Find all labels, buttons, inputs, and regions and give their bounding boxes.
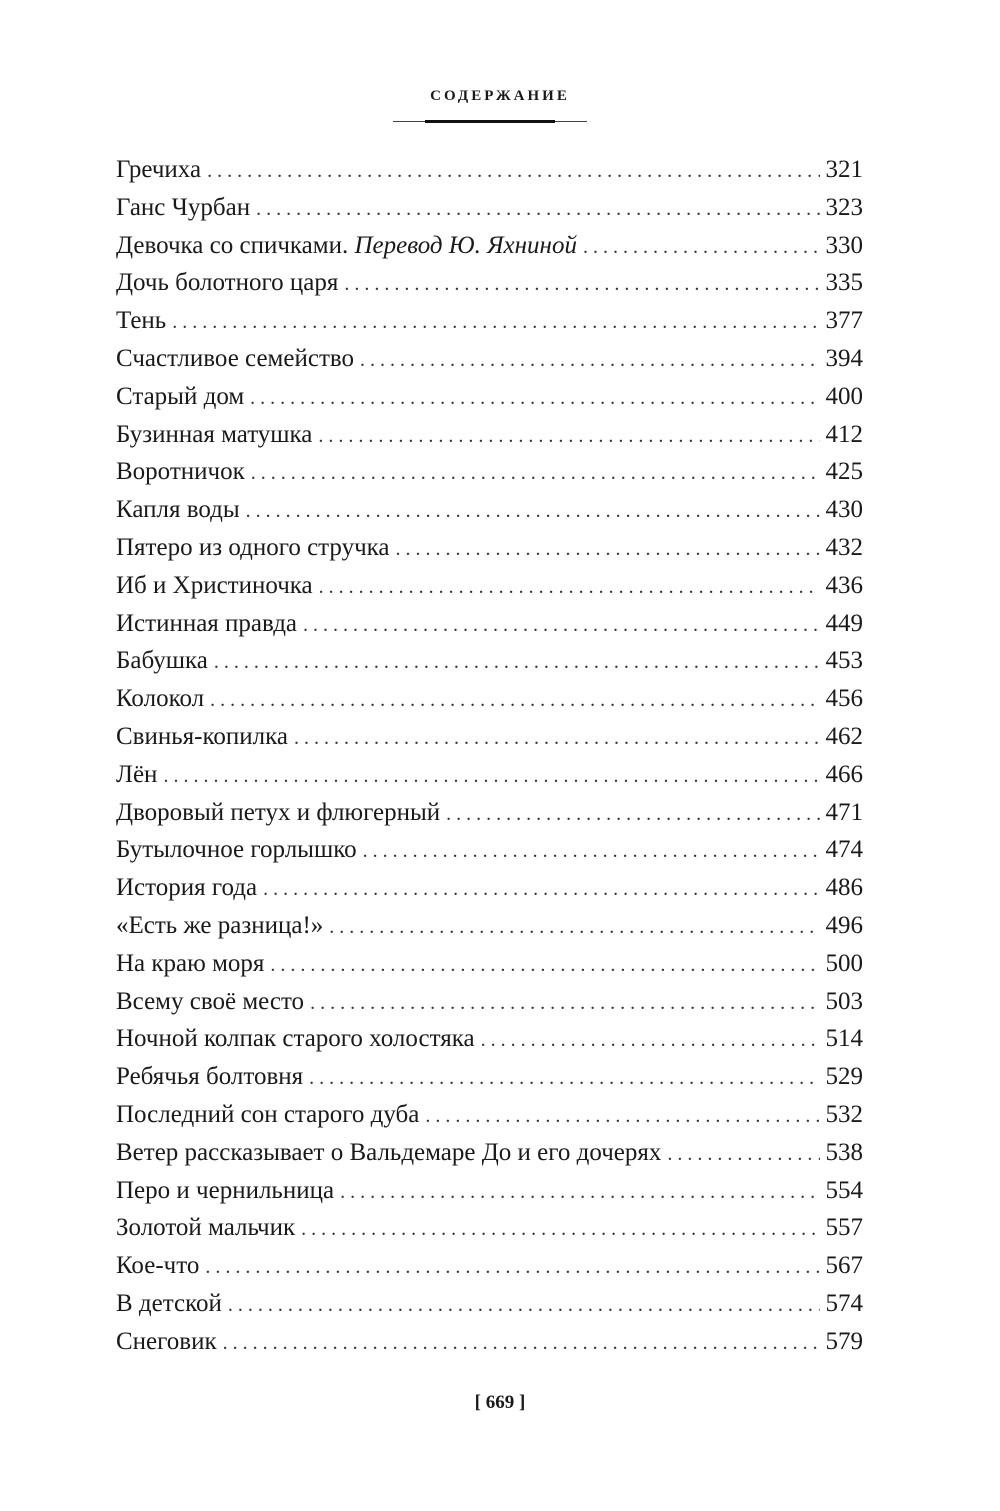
- toc-entry-page: 453: [825, 647, 863, 675]
- toc-entry-page: 500: [825, 949, 863, 977]
- toc-entry-page: 486: [825, 874, 863, 902]
- toc-entry-title-text: Всему своё место: [116, 987, 305, 1015]
- toc-dot-leader: [446, 796, 819, 834]
- toc-entry-title-text: Снеговик: [116, 1327, 217, 1355]
- toc-dot-leader: [207, 153, 819, 191]
- header-rule-accent: [425, 120, 555, 123]
- toc-entry-title-text: В детской: [116, 1289, 222, 1317]
- toc-dot-leader: [344, 266, 819, 304]
- toc-entry-title: [116, 718, 294, 756]
- toc-entry-page: 377: [825, 307, 863, 335]
- toc-entry-title-text: Бутылочное горлышко: [116, 836, 357, 864]
- toc-entry-title: [116, 491, 246, 529]
- toc-entry[interactable]: [116, 1096, 863, 1134]
- toc-entry[interactable]: [116, 1247, 863, 1285]
- toc-entry[interactable]: [116, 983, 863, 1021]
- toc-entry-page: 430: [825, 496, 863, 524]
- page-number: [ 669 ]: [474, 1392, 526, 1413]
- toc-entry-title: [116, 1323, 223, 1361]
- toc-dot-leader: [481, 1022, 820, 1060]
- toc-dot-leader: [301, 1211, 819, 1249]
- toc-dot-leader: [172, 304, 819, 342]
- toc-entry-title: [116, 302, 172, 340]
- toc-entry-title-text: Перо и чернильница: [116, 1176, 335, 1204]
- toc-entry[interactable]: [116, 491, 863, 529]
- toc-dot-leader: [251, 455, 820, 493]
- toc-entry-title-text: Ганс Чурбан: [116, 193, 251, 221]
- toc-dot-leader: [310, 985, 819, 1023]
- toc-dot-leader: [246, 493, 820, 531]
- toc-entry-title: [116, 1134, 667, 1172]
- toc-dot-leader: [318, 418, 819, 456]
- toc-entry-page: 567: [825, 1252, 863, 1280]
- toc-entry-title: [116, 642, 214, 680]
- toc-entry-page: 503: [825, 987, 863, 1015]
- toc-entry-title: [116, 1172, 340, 1210]
- toc-entry-title-text: Ветер рассказывает о Вальдемаре До и его дочерях: [116, 1138, 662, 1166]
- toc-dot-leader: [360, 342, 819, 380]
- toc-entry-page: 432: [825, 533, 863, 561]
- toc-entry-page: 496: [825, 911, 863, 939]
- toc-entry-page: 574: [825, 1289, 863, 1317]
- toc-entry-title: [116, 453, 251, 491]
- toc-entry-title-text: Кое-что: [116, 1252, 200, 1280]
- toc-entry-title: [116, 869, 263, 907]
- toc-entry-page: 335: [825, 269, 863, 297]
- toc-entry[interactable]: [116, 227, 863, 265]
- toc-entry-title: [116, 756, 163, 794]
- toc-entry-page: 412: [825, 420, 863, 448]
- toc-entry-page: 474: [825, 836, 863, 864]
- toc-entry[interactable]: [116, 416, 863, 454]
- toc-entry-title: [116, 605, 303, 643]
- toc-dot-leader: [329, 909, 819, 947]
- toc-entry-page: 466: [825, 760, 863, 788]
- toc-entry-title: [116, 907, 329, 945]
- toc-entry-title-text: Ночной колпак старого холостяка: [116, 1025, 475, 1053]
- toc-entry[interactable]: [116, 302, 863, 340]
- toc-dot-leader: [309, 1060, 819, 1098]
- toc-dot-leader: [210, 682, 819, 720]
- toc-entry-page: 532: [825, 1100, 863, 1128]
- toc-entry[interactable]: [116, 1020, 863, 1058]
- toc-dot-leader: [363, 833, 820, 871]
- toc-entry-title-text: Тень: [116, 307, 167, 335]
- toc-entry-translator: Перевод Ю. Яхниной: [354, 231, 577, 259]
- toc-entry-title: [116, 1209, 301, 1247]
- toc-entry[interactable]: [116, 1172, 863, 1210]
- toc-dot-leader: [205, 1249, 819, 1287]
- toc-entry[interactable]: [116, 945, 863, 983]
- toc-entry-page: 471: [825, 798, 863, 826]
- toc-entry[interactable]: [116, 831, 863, 869]
- toc-entry-title-text: Воротничок: [116, 458, 245, 486]
- toc-entry-page: 514: [825, 1025, 863, 1053]
- toc-entry[interactable]: [116, 264, 863, 302]
- toc-dot-leader: [270, 947, 819, 985]
- toc-entry-title-text: История года: [116, 874, 258, 902]
- toc-entry-page: 330: [825, 231, 863, 259]
- toc-entry[interactable]: [116, 718, 863, 756]
- toc-entry-title-text: Дочь болотного царя: [116, 269, 339, 297]
- toc-entry[interactable]: [116, 567, 863, 605]
- toc-entry-page: 436: [825, 571, 863, 599]
- toc-entry[interactable]: [116, 151, 863, 189]
- toc-entry-title: [116, 227, 583, 265]
- toc-entry-title-text: Лён: [116, 760, 158, 788]
- toc-entry-title-text: Капля воды: [116, 496, 240, 524]
- toc-entry[interactable]: [116, 756, 863, 794]
- toc-entry-title-text: Девочка со спичками.: [116, 231, 355, 259]
- toc-dot-leader: [583, 229, 820, 267]
- toc-entry-page: 456: [825, 685, 863, 713]
- toc-entry-page: 323: [825, 193, 863, 221]
- toc-entry-title: [116, 1247, 205, 1285]
- toc-entry-title: [116, 340, 360, 378]
- toc-dot-leader: [319, 569, 820, 607]
- toc-entry-title-text: Свинья-копилка: [116, 722, 288, 750]
- toc-entry[interactable]: [116, 1285, 863, 1323]
- toc-entry-title: [116, 264, 344, 302]
- toc-entry-page: 538: [825, 1138, 863, 1166]
- toc-entry-page: 579: [825, 1327, 863, 1355]
- toc-entry-title-text: На краю моря: [116, 949, 265, 977]
- toc-entry[interactable]: [116, 907, 863, 945]
- toc-entry-title: [116, 794, 446, 832]
- toc-entry-title-text: Дворовый петух и флюгерный: [116, 798, 441, 826]
- toc-entry-title-text: Ребячья болтовня: [116, 1063, 304, 1091]
- toc-entry-title: [116, 983, 310, 1021]
- toc-entry-title: [116, 378, 250, 416]
- toc-entry-title: [116, 567, 319, 605]
- toc-dot-leader: [425, 1098, 819, 1136]
- toc-dot-leader: [214, 644, 820, 682]
- toc-entry[interactable]: [116, 1209, 863, 1247]
- toc-entry[interactable]: [116, 1323, 863, 1361]
- toc-entry[interactable]: [116, 453, 863, 491]
- toc-dot-leader: [667, 1136, 819, 1174]
- toc-dot-leader: [303, 607, 819, 645]
- toc-entry[interactable]: [116, 794, 863, 832]
- toc-entry-title-text: Истинная правда: [116, 609, 298, 637]
- toc-entry[interactable]: [116, 869, 863, 907]
- table-of-contents: [116, 151, 863, 1361]
- toc-entry-title: [116, 189, 256, 227]
- toc-entry-page: 400: [825, 382, 863, 410]
- toc-dot-leader: [263, 871, 819, 909]
- toc-entry[interactable]: [116, 642, 863, 680]
- toc-entry[interactable]: [116, 529, 863, 567]
- toc-entry-title-text: Пятеро из одного стручка: [116, 533, 390, 561]
- toc-entry[interactable]: [116, 1058, 863, 1096]
- toc-dot-leader: [396, 531, 820, 569]
- toc-entry-title-text: Последний сон старого дуба: [116, 1100, 420, 1128]
- toc-entry-page: 394: [825, 344, 863, 372]
- toc-entry-title: [116, 1020, 481, 1058]
- toc-entry-title-text: Иб и Христиночка: [116, 571, 313, 599]
- toc-entry-title-text: Бузинная матушка: [116, 420, 313, 448]
- toc-entry[interactable]: [116, 1134, 863, 1172]
- page-title: СОДЕРЖАНИЕ: [430, 88, 570, 104]
- toc-entry-page: 321: [825, 156, 863, 183]
- toc-entry-title: [116, 1058, 309, 1096]
- toc-entry-page: 529: [825, 1063, 863, 1091]
- toc-dot-leader: [256, 191, 819, 229]
- toc-dot-leader: [294, 720, 820, 758]
- toc-entry-title-text: Старый дом: [116, 382, 245, 410]
- toc-entry-title-text: Счастливое семейство: [116, 344, 355, 372]
- toc-dot-leader: [250, 380, 819, 418]
- toc-entry-page: 449: [825, 609, 863, 637]
- toc-entry-title-text: Колокол: [116, 685, 205, 713]
- toc-entry[interactable]: [116, 378, 863, 416]
- toc-entry-title: [116, 416, 318, 454]
- toc-entry-title: [116, 151, 207, 189]
- toc-entry-title-text: Бабушка: [116, 647, 208, 675]
- toc-entry[interactable]: [116, 680, 863, 718]
- toc-entry-title-text: «Есть же разница!»: [116, 911, 324, 939]
- toc-entry-page: 462: [825, 722, 863, 750]
- toc-entry[interactable]: [116, 605, 863, 643]
- toc-dot-leader: [223, 1325, 820, 1363]
- toc-entry-title-text: Золотой мальчик: [116, 1214, 296, 1242]
- toc-entry-title: [116, 529, 396, 567]
- toc-entry-page: 425: [825, 458, 863, 486]
- toc-entry-page: 557: [825, 1214, 863, 1242]
- toc-entry-page: 554: [825, 1176, 863, 1204]
- toc-entry-title: [116, 831, 363, 869]
- toc-entry-title: [116, 680, 210, 718]
- toc-entry-title: [116, 1096, 425, 1134]
- toc-dot-leader: [340, 1174, 819, 1212]
- toc-entry[interactable]: [116, 189, 863, 227]
- toc-entry-title: [116, 1285, 228, 1323]
- toc-entry-title-text: Гречиха: [116, 156, 202, 183]
- toc-entry-title: [116, 945, 270, 983]
- toc-entry[interactable]: [116, 340, 863, 378]
- toc-dot-leader: [163, 758, 819, 796]
- toc-dot-leader: [228, 1287, 820, 1325]
